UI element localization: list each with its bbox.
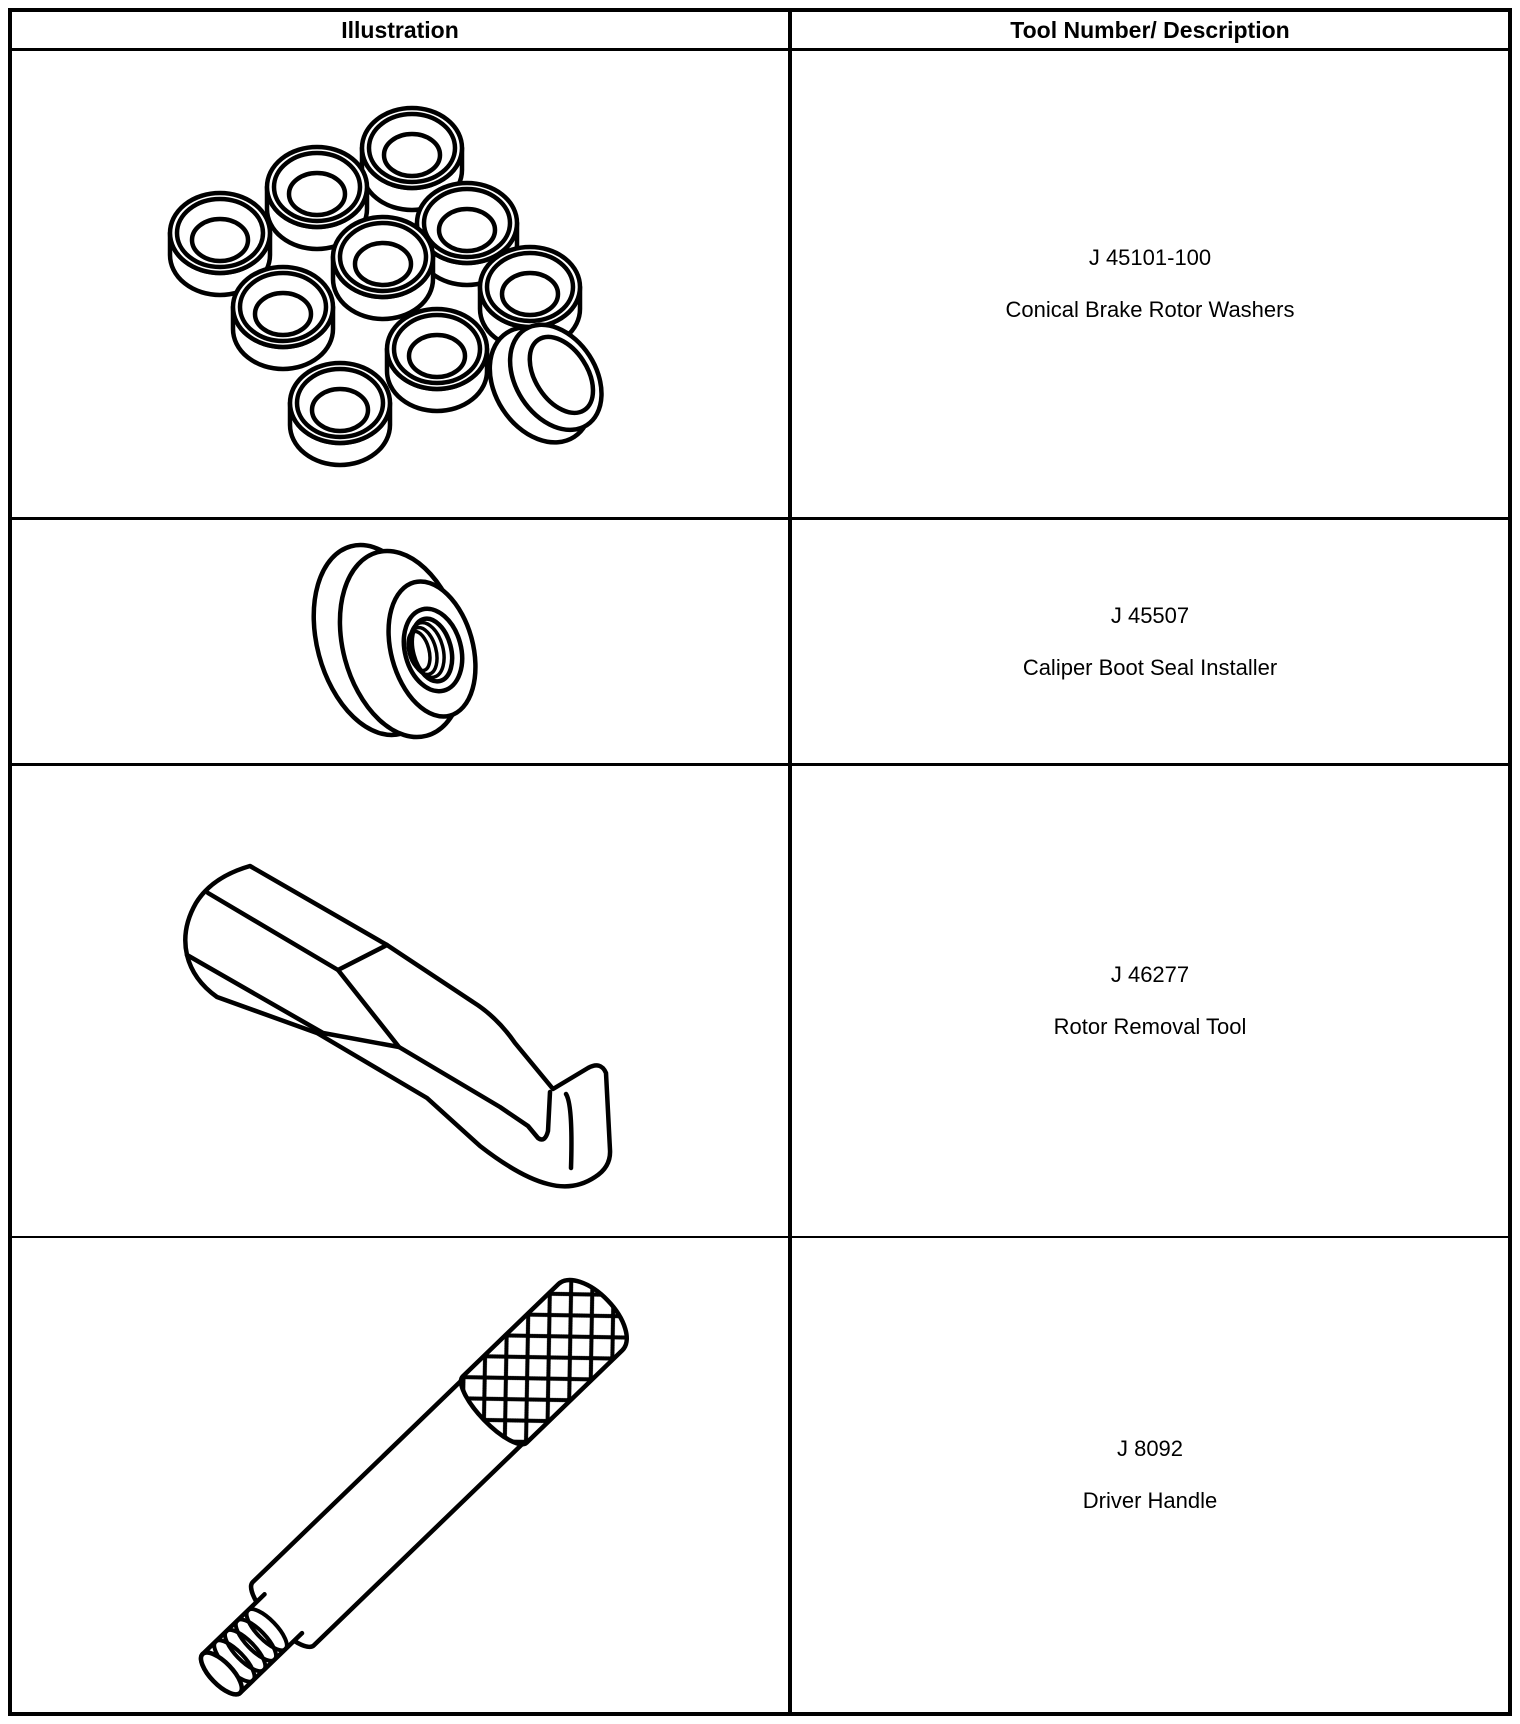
row2-illustration-cell <box>12 520 792 766</box>
conical-brake-rotor-washers-illustration <box>12 51 788 517</box>
tool-number: J 46277 <box>1110 962 1190 987</box>
row3-illustration-cell <box>12 766 792 1238</box>
row1-description-cell <box>792 51 1508 520</box>
row3-description-cell <box>792 766 1508 1238</box>
row1-illustration-cell <box>12 51 792 520</box>
tool-description: Caliper Boot Seal Installer <box>1022 654 1278 680</box>
tool-number: J 8092 <box>1116 1436 1184 1461</box>
tool-description: Driver Handle <box>1082 1488 1218 1513</box>
tool-number: J 45507 <box>1110 602 1190 628</box>
tool-description: Conical Brake Rotor Washers <box>1005 297 1295 322</box>
header-tool-description <box>792 12 1508 51</box>
driver-handle-tool <box>182 1267 640 1712</box>
row4-illustration-cell <box>12 1238 792 1712</box>
rotor-removal-tool-illustration <box>12 766 788 1236</box>
header-illustration-label: Illustration <box>341 16 459 43</box>
row4-description-cell <box>792 1238 1508 1712</box>
driver-handle-illustration <box>12 1238 788 1712</box>
header-tool-description-label: Tool Number/ Description <box>1010 16 1290 43</box>
tool-number: J 45101-100 <box>1088 245 1212 270</box>
washer-cluster <box>170 108 622 465</box>
special-tools-table <box>8 8 1512 1716</box>
tool-description: Rotor Removal Tool <box>1053 1014 1247 1039</box>
pry-tool <box>185 866 610 1186</box>
header-illustration <box>12 12 792 51</box>
caliper-boot-seal-installer-illustration <box>12 520 788 763</box>
row2-description-cell <box>792 520 1508 766</box>
seal-installer <box>294 531 490 751</box>
